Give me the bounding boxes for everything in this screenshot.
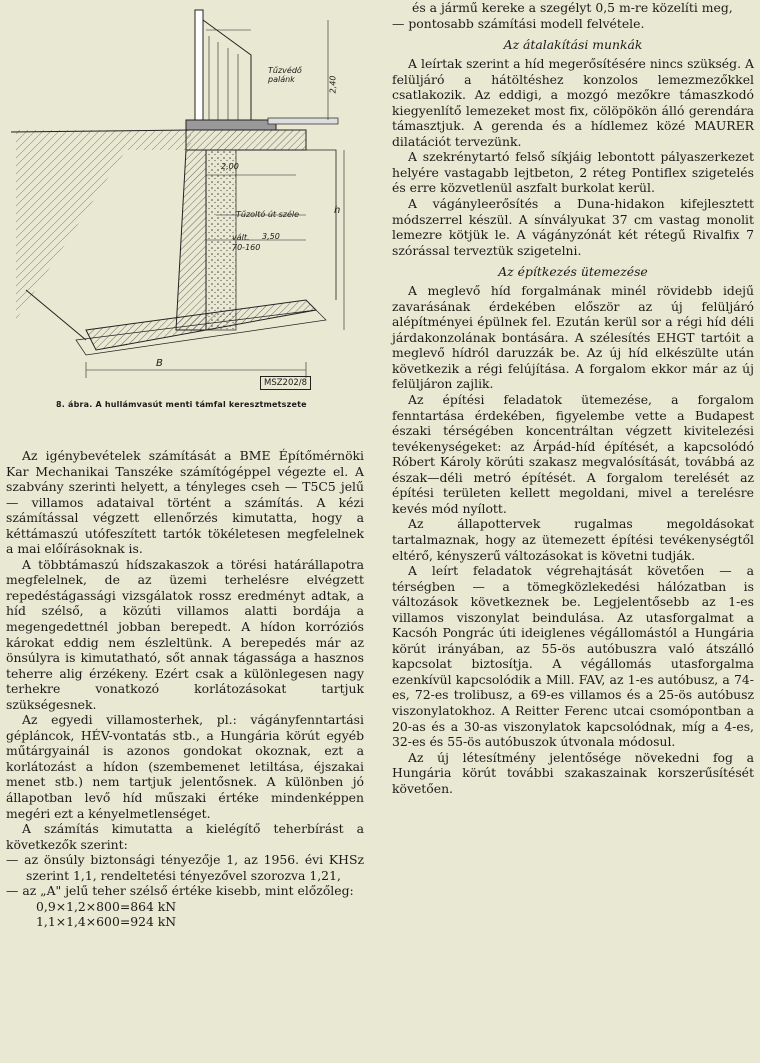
equation: 0,9×1,2×800=864 kN bbox=[36, 898, 177, 914]
paragraph: Az egyedi villamosterhek, pl.: vágányfenntartási gépláncok, HÉV-vontatás stb., a Hungária körút egyéb műtárgyainál is azonos gondokat okoznak, ezt a korlátozást a hídon (szembemenet letiltása, éjszakai menet stb.) nem tartjuk jelentősnek. A különben jó állapotban levő híd műszaki értéke mindenképpen megéri ezt a kényelmetlenséget. bbox=[6, 712, 364, 821]
figure-cross-section bbox=[6, 0, 364, 448]
paragraph: A meglevő híd forgalmának minél rövidebb idejű zavarásának érdekében először az új felüljáró alépítményei épülnek fel. Ezután kerül sor a régi híd déli járdakonzolának bontására. A szélesítés EHGT tartóit a meglevő hídról daruzzák be. Az új híd elkészülte után következik a régi felújítása. A forgalom ekkor már az új felüljáron zajlik. bbox=[392, 283, 754, 392]
wall-cap bbox=[186, 130, 306, 150]
list-item: és a jármű kereke a szegélyt 0,5 m-re közelíti meg, bbox=[412, 0, 733, 15]
section-heading: Az átalakítási munkák bbox=[503, 37, 643, 53]
label-h: h bbox=[334, 205, 341, 216]
retaining-wall-drawing bbox=[6, 0, 364, 400]
paragraph: Az új létesítmény jelentősége növekedni fog a Hungária körút további szakaszainak korszerűsítését követően. bbox=[392, 749, 754, 796]
list-item: — az önsúly biztonsági tényezője 1, az 1956. évi KHSz szerint 1,1, rendeltetési tényezővel szorozva 1,21, bbox=[6, 852, 364, 883]
label-350: 3,50 bbox=[262, 232, 280, 241]
label-var: vált. bbox=[232, 233, 250, 242]
figure-stamp: MSZ202/8 bbox=[260, 376, 311, 390]
fence-post bbox=[195, 10, 203, 125]
soil-fill bbox=[16, 130, 191, 320]
right-column bbox=[392, 0, 754, 796]
paragraph: A többtámaszú hídszakaszok a törési határállapotra megfelelnek, de az üzemi terhelésre elvégzett repedéstágassági vizsgálatok rossz eredményt adtak, a híd szélső, a közúti villamos alatti bordája a megengedettnél jobban berepedt. A hídon korróziós károkat eddig nem észleltünk. A berepedés már az önsúlyra is kimutatható, sőt annak tágassága a hasznos teherre alig érzékeny. Ezért csak a különlegesen nagy terhekre vonatkozó korlátozásokat tartjuk szükségesnek. bbox=[6, 556, 364, 712]
wall-stem bbox=[176, 150, 206, 330]
left-column bbox=[6, 0, 364, 930]
list-item: — pontosabb számítási modell felvétele. bbox=[392, 15, 645, 31]
label-road-edge: Tűzoltó út széle bbox=[236, 210, 300, 219]
fence-brace bbox=[203, 20, 251, 120]
paragraph: Az igénybevételek számítását a BME Építőmérnöki Kar Mechanikai Tanszéke számítógéppel végezte el. A szabvány szerinti helyett, a tényleges cseh — T5C5 jelű — villamos adataival történt a számítás. A kézi számítással végzett ellenőrzés kimutatta, hogy a kéttámaszú utófeszített tartók tökéletesen megfelelnek a mai előírásoknak is. bbox=[6, 448, 364, 557]
paragraph: A számítás kimutatta a kielégítő teherbírást a következők szerint: bbox=[6, 821, 364, 852]
list-item: — az „A" jelű teher szélső értéke kisebb, mint előzőleg: bbox=[6, 883, 354, 899]
paragraph: A leírt feladatok végrehajtását követően — a térségben — a tömegközlekedési hálózatban is változások következnek be. Legjelentősebb az 1-es villamos viszonylat beindulása. Az utasforgalmat a Kacsóh Pongrác úti ideiglenes végállomástól a Hungária körút irányában, az 55-ös autóbuszra való átszálló kapcsolat biztosítja. A végállomás utasforgalma ezenkívül kapcsolódik a Mill. FAV, az 1-es autóbusz, a 74-es, 72-es trolibusz, a 69-es villamos és a 25-ös autóbusz viszonylatokhoz. A Reitter Ferenc utcai csomópontban a 20-as és a 30-as viszonylatok kapcsolódnak, míg a 4-es, 32-es és 55-ös autóbuszok útvonala módosul. bbox=[392, 563, 754, 750]
paragraph: A vágányleerősítés a Duna-hidakon kifejlesztett módszerrel készül. A sínvályukat 37 cm vastag monolit lemezre kötjük le. A vágányzónát két rétegű Rivalfix 7 szórással terveztük szigetelni. bbox=[392, 196, 754, 258]
equation: 1,1×1,4×600=924 kN bbox=[36, 914, 177, 930]
figure-caption: 8. ábra. A hullámvasút menti támfal keresztmetszete bbox=[56, 400, 307, 409]
label-b: B bbox=[156, 358, 163, 369]
paragraph: Az állapottervek rugalmas megoldásokat tartalmaznak, hogy az ütemezett építési tevékenységtől eltérő, kényszerű változásokat is követni tudják. bbox=[392, 516, 754, 563]
label-fence: Tűzvédő palánk bbox=[268, 66, 302, 84]
paragraph: Az építési feladatok ütemezése, a forgalom fenntartása érdekében, figyelembe vette a Budapest északi térségében koncentráltan végzett kivitelezési tevékenységeket: az Árpád-híd építését, a kapcsolódó Róbert Károly körúti szakasz megvalósítását, továbbá az észak—déli metró építését. A forgalom terelését az építési területen kellett megoldani, mivel a terelésre kevés mód nyílott. bbox=[392, 392, 754, 516]
label-240: 2,40 bbox=[328, 75, 338, 94]
track-slab bbox=[186, 120, 276, 130]
paragraph: A szekrénytartó felső síkjáig lebontott pályaszerkezet helyére vastagabb lejtbeton, 2 réteg Pontiflex szigetelés és erre közvetlenül aszfalt burkolat kerül. bbox=[392, 149, 754, 196]
label-var-value: 70-160 bbox=[232, 243, 261, 252]
paragraph: A leírtak szerint a híd megerősítésére nincs szükség. A felüljáró a hátöltéshez konzolos lemezmezőkkel csatlakozik. Az eddigi, a mozgó mezőkre támaszkodó kiegyenlítő lemezeket most fix, cölöpökön álló gerendára támasztjuk. A gerenda és a hídlemez közé MAURER dilatációt tervezünk. bbox=[392, 56, 754, 149]
section-heading: Az építkezés ütemezése bbox=[498, 264, 648, 280]
label-200: 2,00 bbox=[221, 162, 239, 171]
